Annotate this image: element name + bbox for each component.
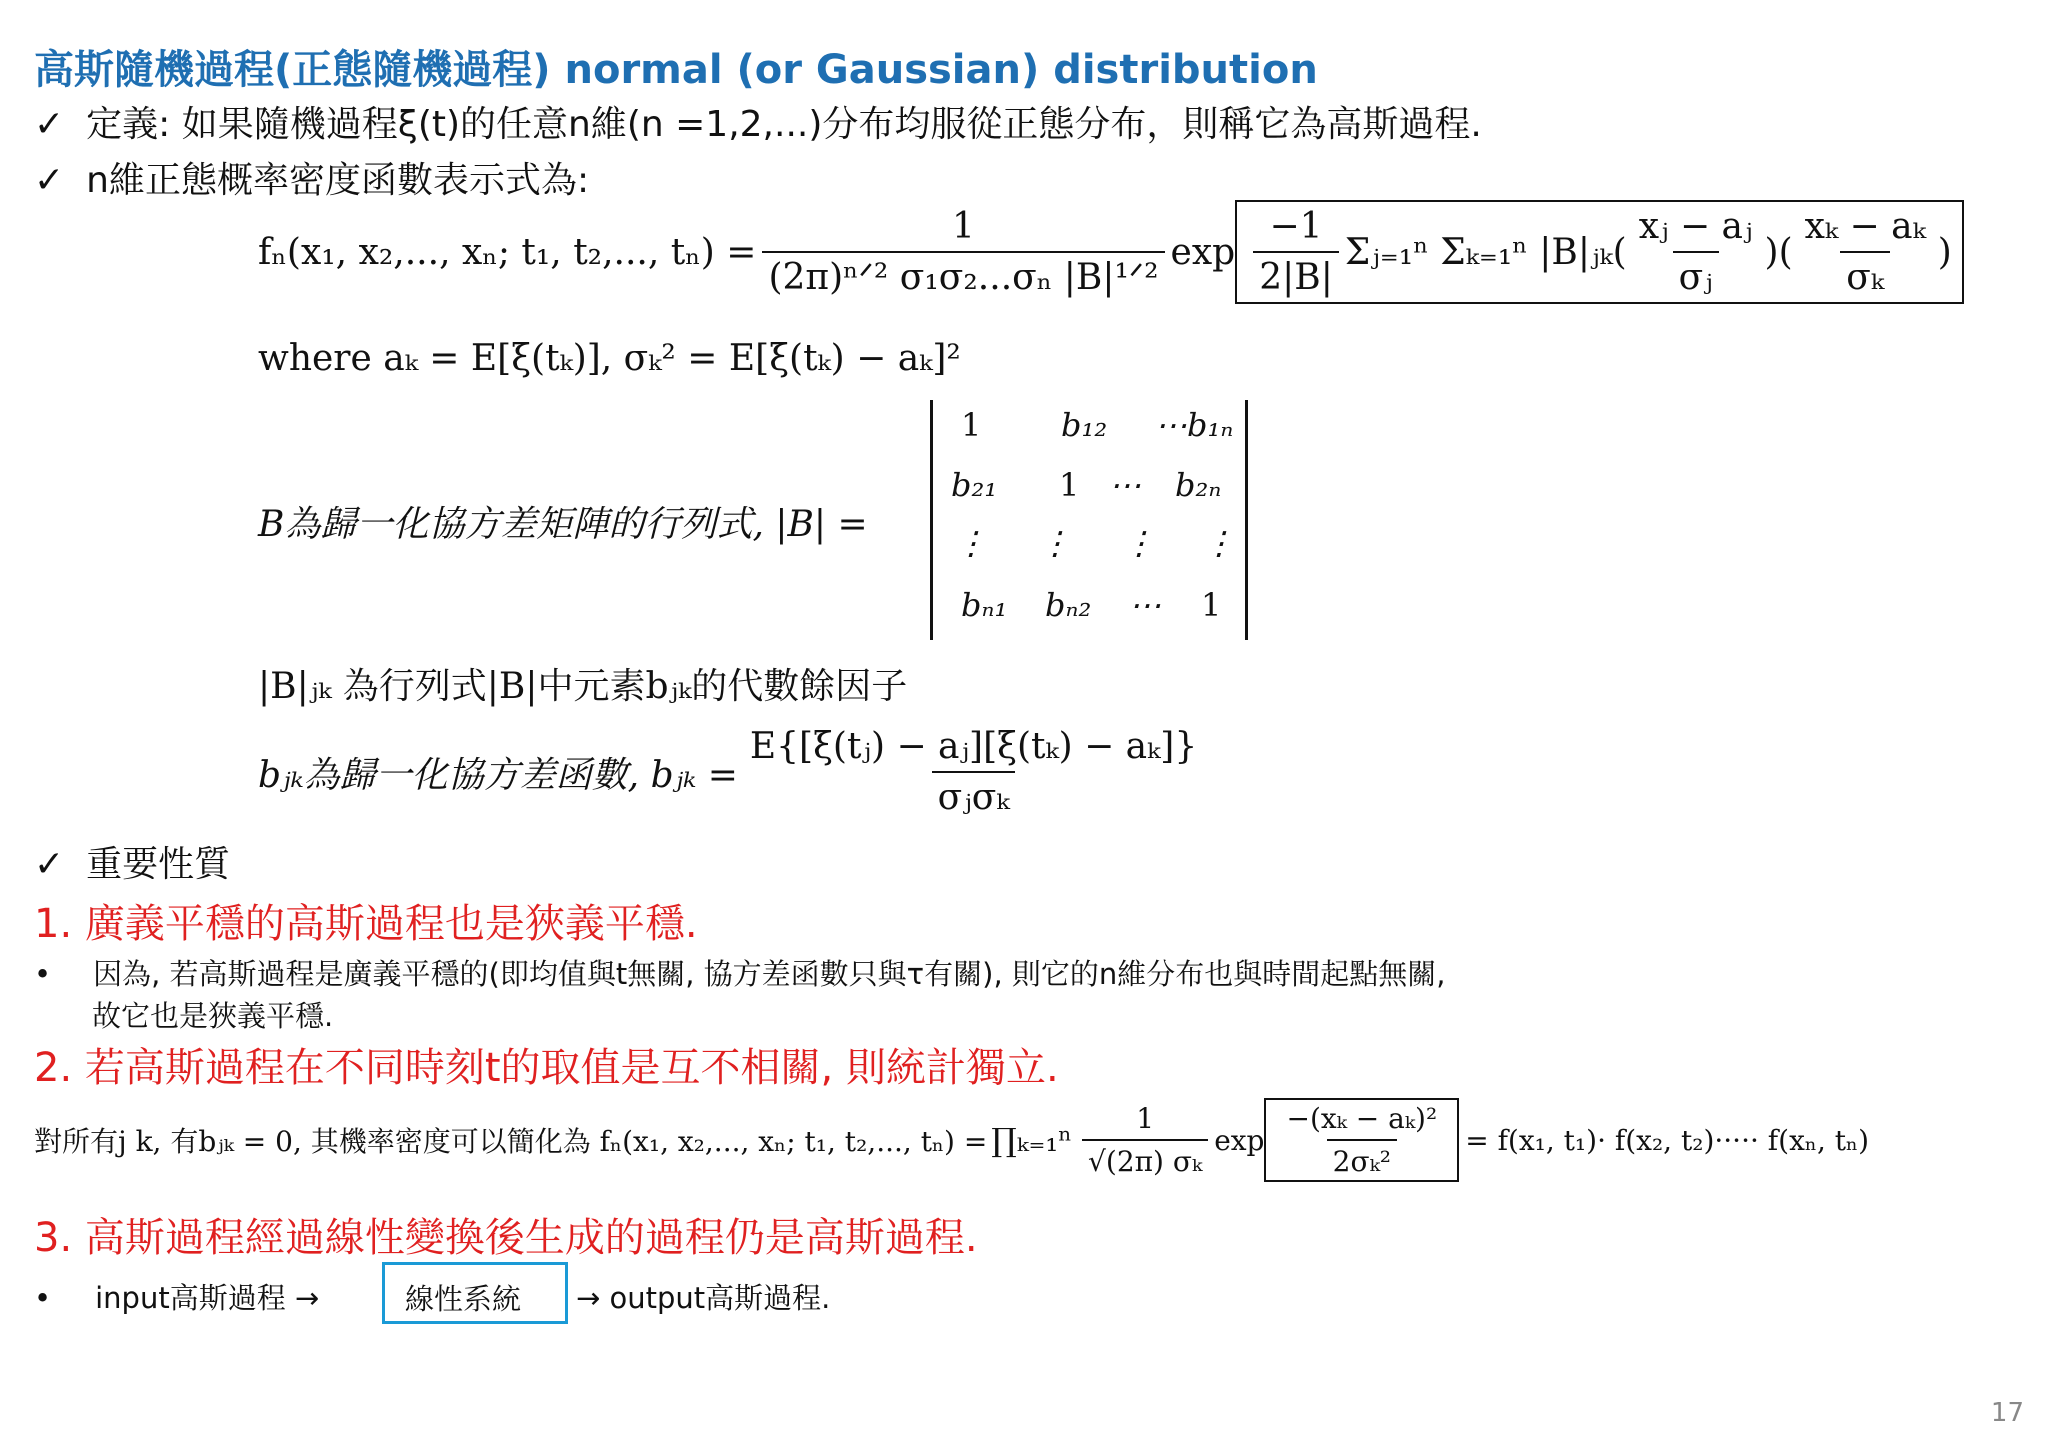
matrix-cell: ⋮: [1039, 524, 1071, 562]
matrix-cell: b₂₁: [951, 466, 998, 504]
pdf-exp-frac: [1253, 206, 1339, 298]
pdf-exp-bracket: $\frac{-1}{2|B|}$ Σⱼ₌₁ⁿ Σₖ₌₁ⁿ |B|ⱼₖ ( $\frac{\text{xⱼ − aⱼ}}{\text{σⱼ}}$ )( $\frac{\text{xₖ − aₖ}}{\text{σₖ}}$ ): [1235, 200, 1964, 304]
properties-heading: 重要性質: [86, 844, 231, 885]
pdf-term-k-den: σₖ: [1840, 251, 1890, 298]
pdf-heading: n維正態概率密度函數表示式為:: [86, 160, 590, 201]
definition-text: 定義: 如果隨機過程ξ(t)的任意n維(n =1,2,...)分布均服從正態分布，則稱它為高斯過程.: [86, 104, 1482, 145]
matrix-cell: 1: [1201, 586, 1222, 624]
pdf-exp-num: −1: [1269, 206, 1323, 247]
prop2-formula-text: 對所有j k, 有bⱼₖ = 0, 其機率密度可以簡化為 fₙ(x₁, x₂,..., xₙ; t₁, t₂,..., tₙ) =: [34, 1125, 988, 1158]
flow-input: input高斯過程 →: [95, 1281, 320, 1315]
matrix-cell: 1: [1059, 466, 1080, 504]
page-number: 17: [1990, 1398, 2024, 1428]
pdf-coefficient: [762, 206, 1164, 298]
pdf-term-j-den: σⱼ: [1673, 251, 1719, 298]
b-matrix-label: B為歸一化協方差矩陣的行列式, |B| =: [258, 504, 868, 545]
matrix-cell: ⋮: [955, 524, 987, 562]
prop2-product: ∏ₖ₌₁ⁿ: [991, 1121, 1073, 1159]
bjk-label: bⱼₖ為歸一化協方差函數, bⱼₖ =: [258, 754, 738, 796]
property-1: 1. 廣義平穩的高斯過程也是狹義平穩.: [34, 901, 698, 947]
prop2-coef: [1082, 1102, 1208, 1178]
bullet-icon: •: [34, 957, 52, 991]
pdf-term-k: [1799, 206, 1932, 298]
matrix-cell: 1: [961, 406, 982, 444]
prop2-rhs: = f(x₁, t₁)· f(x₂, t₂)····· f(xₙ, tₙ): [1465, 1123, 1870, 1157]
pdf-term-j-num: xⱼ − aⱼ: [1638, 206, 1753, 247]
property-1-detail: [34, 952, 1445, 993]
matrix-cell: ⋯: [1109, 466, 1141, 504]
matrix-cell: bₙ₁: [961, 586, 1008, 624]
matrix-cell: bₙ₂: [1045, 586, 1092, 624]
pdf-coef-den: (2π)ⁿᐟ² σ₁σ₂...σₙ |B|¹ᐟ²: [762, 251, 1164, 298]
property-1-detail-2: 故它也是狹義平穩.: [92, 999, 334, 1033]
property-1-detail-1: 因為, 若高斯過程是廣義平穩的(即均值與t無關, 協方差函數只與τ有關), 則它的n維分布也與時間起點無關,: [93, 957, 1446, 991]
prop2-exp-bracket: [1264, 1098, 1459, 1182]
prop2-exp: exp: [1214, 1123, 1265, 1157]
prop2-exp-num: −(xₖ − aₖ)²: [1286, 1102, 1438, 1135]
pdf-term-j: [1633, 206, 1759, 298]
bullet-icon: •: [34, 1281, 52, 1315]
pdf-formula: [258, 200, 1964, 304]
property-2-formula: [34, 1098, 1869, 1182]
cofactor-line: |B|ⱼₖ 為行列式|B|中元素bⱼₖ的代數餘因子: [258, 666, 908, 707]
bjk-frac: [744, 726, 1203, 818]
matrix-cell: b₁₂: [1061, 406, 1108, 444]
flow-output: → output高斯過程.: [576, 1281, 831, 1315]
check-icon: ✓: [34, 844, 65, 885]
matrix-cell: b₂ₙ: [1175, 466, 1222, 504]
definition-line: [34, 96, 1482, 147]
prop2-exp-frac: [1280, 1102, 1443, 1178]
properties-heading-line: [34, 836, 230, 887]
b-determinant-matrix: [930, 400, 1248, 640]
where-line: where aₖ = E[ξ(tₖ)], σₖ² = E[ξ(tₖ) − aₖ]²: [258, 338, 961, 379]
pdf-coef-num: 1: [952, 206, 975, 247]
pdf-heading-line: [34, 152, 589, 203]
pdf-sum: Σⱼ₌₁ⁿ Σₖ₌₁ⁿ |B|ⱼₖ: [1344, 231, 1613, 273]
property-2: 2. 若高斯過程在不同時刻t的取值是互不相關, 則統計獨立.: [34, 1045, 1059, 1091]
check-icon: ✓: [34, 160, 65, 201]
matrix-cell: ⋯b₁ₙ: [1155, 406, 1234, 444]
linear-system-label: 線性系統: [405, 1282, 522, 1316]
prop2-coef-num: 1: [1136, 1102, 1155, 1135]
prop2-exp-den: 2σₖ²: [1327, 1139, 1397, 1178]
bjk-num: E{[ξ(tⱼ) − aⱼ][ξ(tₖ) − aₖ]}: [749, 726, 1198, 767]
check-icon: ✓: [34, 104, 65, 145]
bjk-formula: [258, 726, 1209, 818]
bjk-den: σⱼσₖ: [932, 771, 1016, 818]
pdf-term-k-num: xₖ − aₖ: [1804, 206, 1926, 247]
matrix-cell: ⋮: [1203, 524, 1235, 562]
slide-title: 高斯隨機過程(正態隨機過程) normal (or Gaussian) distribution: [34, 47, 1318, 93]
pdf-exp-den: 2|B|: [1253, 251, 1339, 298]
pdf-lhs: fₙ(x₁, x₂,..., xₙ; t₁, t₂,..., tₙ) =: [258, 231, 757, 273]
matrix-cell: ⋮: [1123, 524, 1155, 562]
property-3: 3. 高斯過程經過線性變換後生成的過程仍是高斯過程.: [34, 1215, 978, 1261]
pdf-exp: exp: [1170, 231, 1236, 273]
prop2-coef-den: √(2π) σₖ: [1082, 1139, 1208, 1178]
flow-line: [34, 1276, 319, 1317]
matrix-cell: ⋯: [1129, 586, 1161, 624]
linear-system-box: [382, 1262, 568, 1324]
